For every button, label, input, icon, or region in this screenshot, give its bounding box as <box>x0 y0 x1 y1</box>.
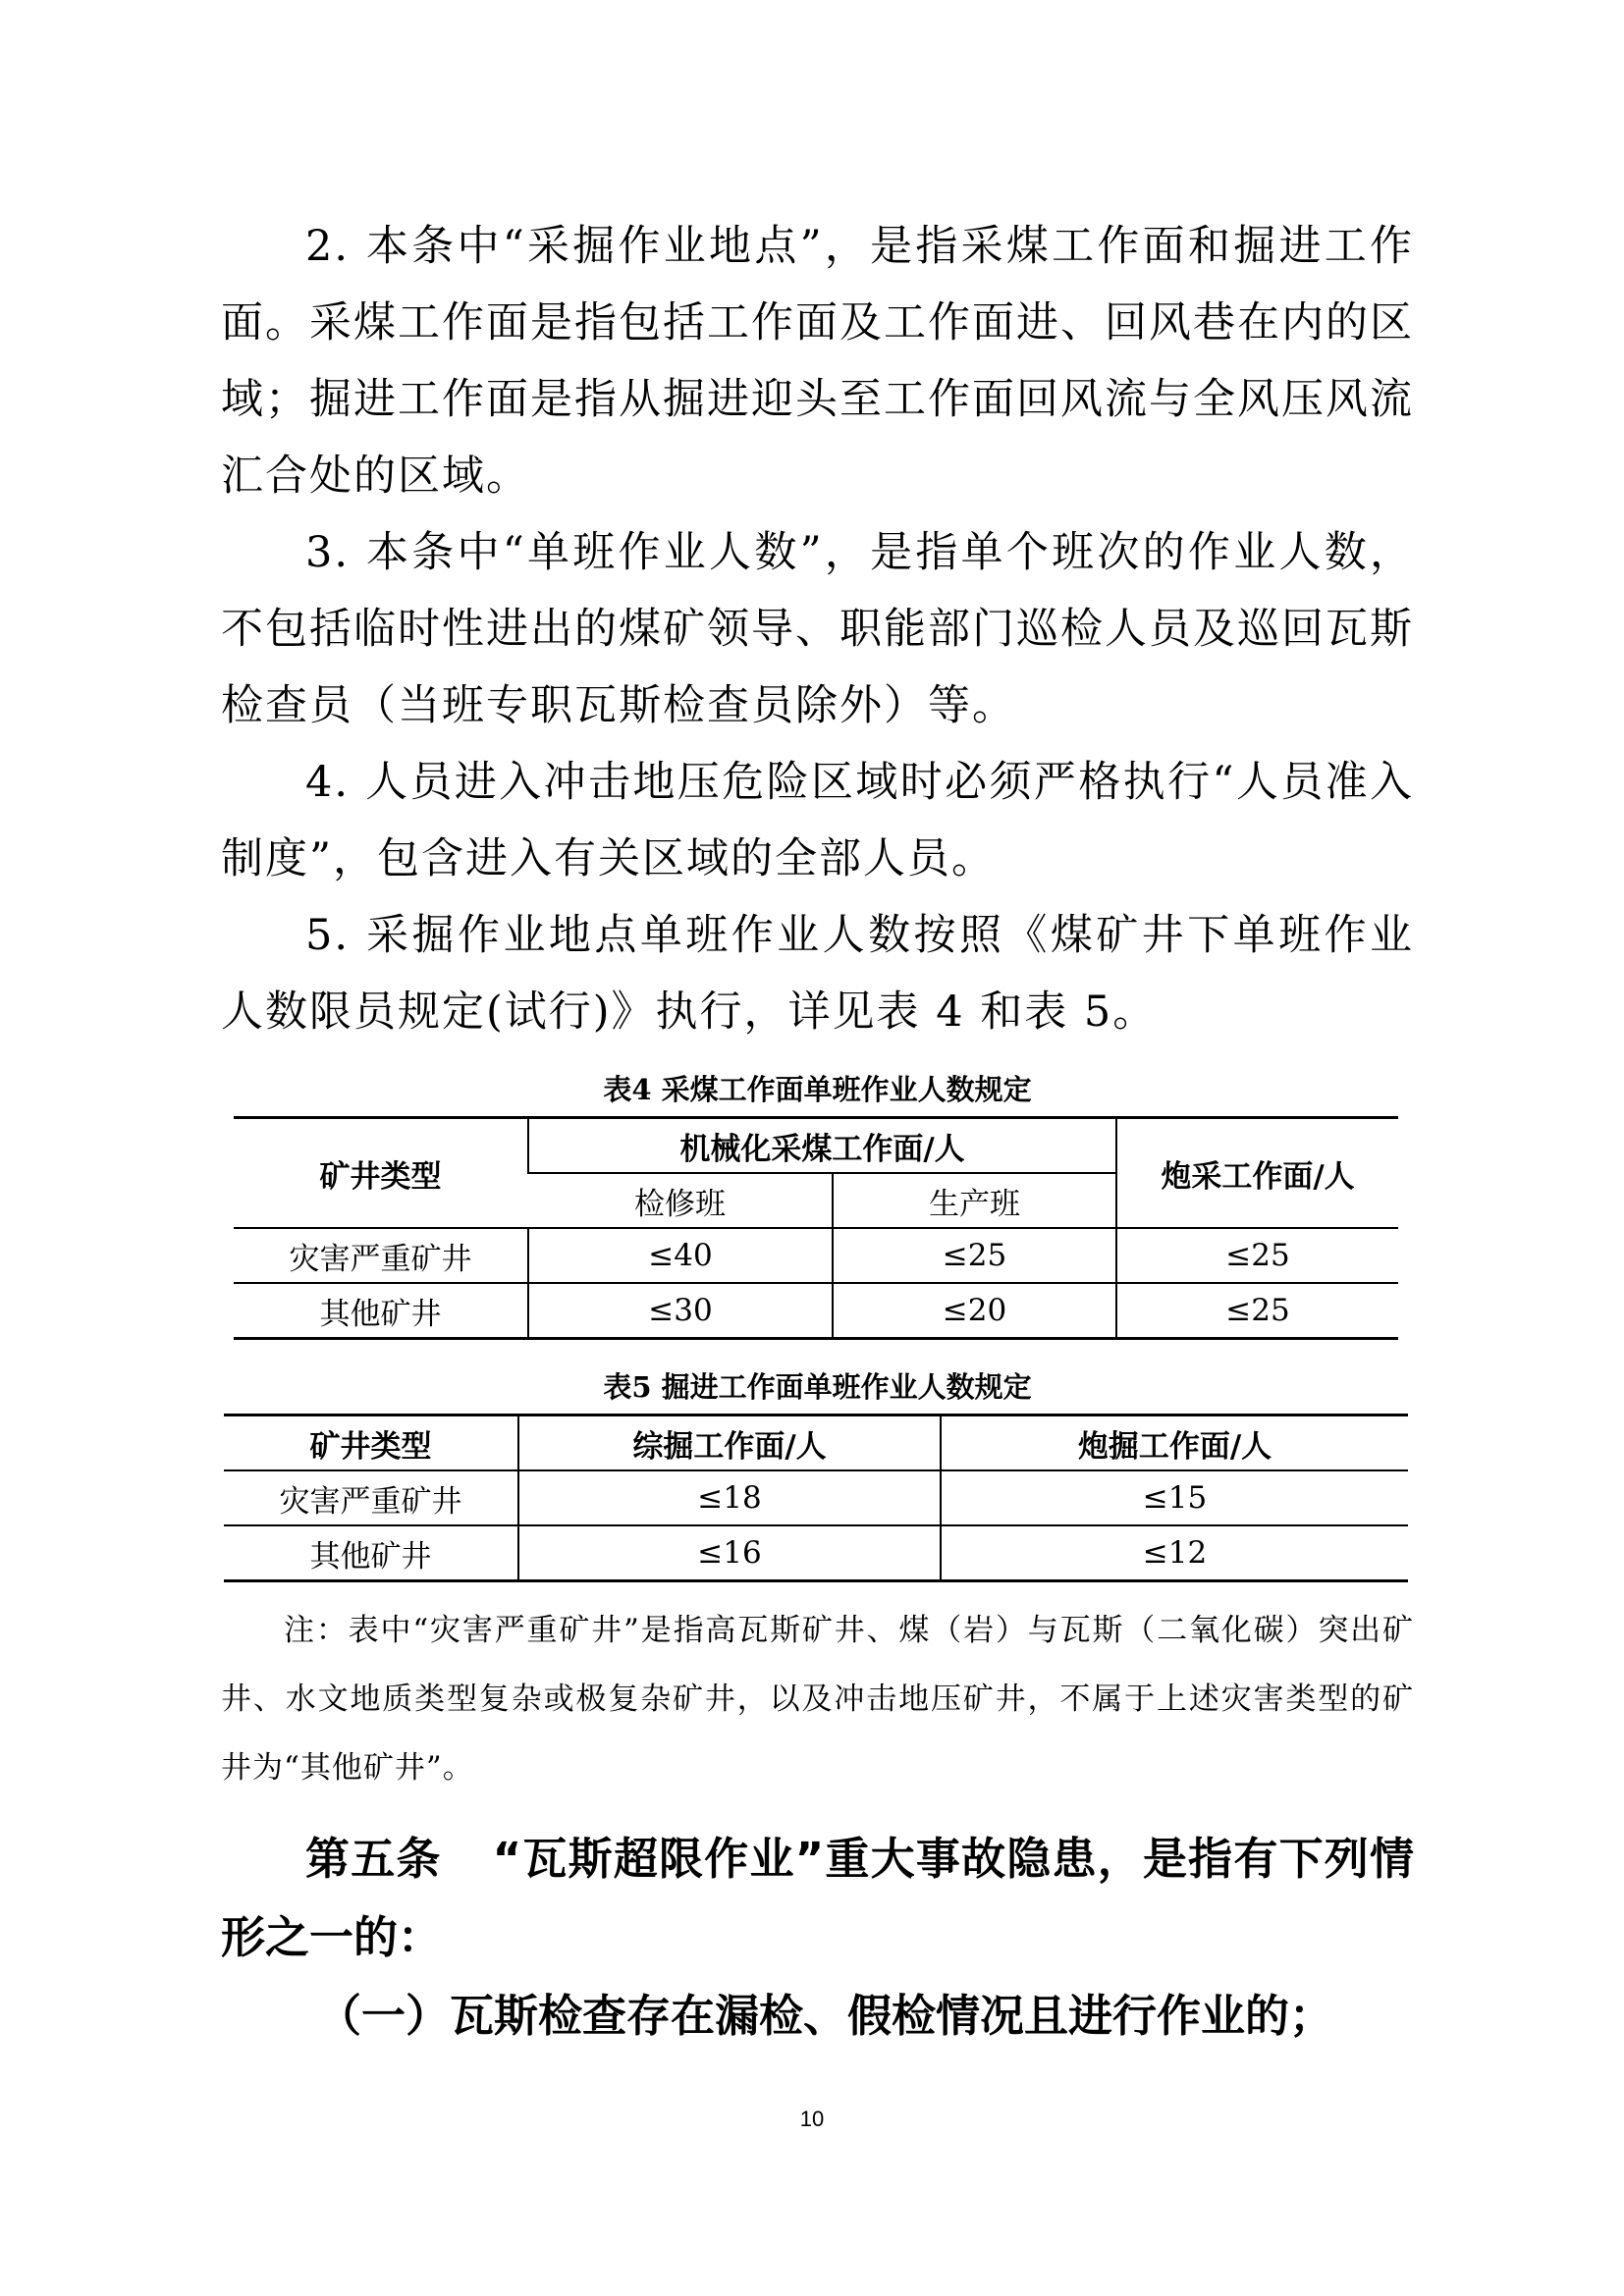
table5-caption: 表5 掘进工作面单班作业人数规定 <box>603 1370 1032 1404</box>
table5-cell-blasting: ≤12 <box>941 1525 1408 1581</box>
table-row <box>224 1470 1408 1525</box>
table4-cell-maintenance: ≤30 <box>528 1283 833 1339</box>
table-note: 注：表中“灾害严重矿井”是指高瓦斯矿井、煤（岩）与瓦斯（二氧化碳）突出矿井、水文地质类型复杂或极复杂矿井，以及冲击地压矿井，不属于上述灾害类型的矿井为“其他矿井”。 <box>221 1613 1414 1786</box>
table4-cell-type: 其他矿井 <box>234 1283 528 1339</box>
table4-header-maintenance: 检修班 <box>528 1173 833 1228</box>
table4-header-mechanized: 机械化采煤工作面/人 <box>528 1118 1116 1174</box>
page-number: 10 <box>799 2107 825 2131</box>
table4-cell-production: ≤25 <box>833 1228 1116 1283</box>
paragraph-5: 5. 采掘作业地点单班作业人数按照《煤矿井下单班作业人数限员规定(试行)》执行，详见表 4 和表 5。 <box>221 911 1414 1037</box>
article-item-1: （一）瓦斯检查存在漏检、假检情况且进行作业的； <box>317 1990 1334 2042</box>
table4-caption: 表4 采煤工作面单班作业人数规定 <box>603 1073 1032 1106</box>
table4-header-mine-type: 矿井类型 <box>234 1118 528 1229</box>
table-row <box>224 1525 1408 1581</box>
paragraph-2: 2. 本条中“采掘作业地点”，是指采煤工作面和掘进工作面。采煤工作面是指包括工作面及工作面进、回风巷在内的区域；掘进工作面是指从掘进迎头至工作面回风流与全风压风流汇合处的区域。 <box>221 222 1414 501</box>
table4-header-production: 生产班 <box>833 1173 1116 1228</box>
table4-cell-blasting: ≤25 <box>1116 1283 1398 1339</box>
paragraph-3: 3. 本条中“单班作业人数”，是指单个班次的作业人数，不包括临时性进出的煤矿领导、职能部门巡检人员及巡回瓦斯检查员（当班专职瓦斯检查员除外）等。 <box>221 528 1414 730</box>
table5-cell-blasting: ≤15 <box>941 1470 1408 1525</box>
table5-header-comprehensive: 综掘工作面/人 <box>518 1415 941 1471</box>
table5-cell-type: 其他矿井 <box>224 1525 518 1581</box>
table5-header-blasting: 炮掘工作面/人 <box>941 1415 1408 1471</box>
table5-cell-comprehensive: ≤18 <box>518 1470 941 1525</box>
table5 <box>224 1414 1408 1582</box>
table4-header-row <box>234 1118 1398 1174</box>
table-row <box>234 1283 1398 1339</box>
table-row <box>234 1228 1398 1283</box>
table4-cell-maintenance: ≤40 <box>528 1228 833 1283</box>
table4-cell-type: 灾害严重矿井 <box>234 1228 528 1283</box>
table4 <box>234 1116 1398 1340</box>
article-heading <box>221 1820 1414 1977</box>
article-text: “瓦斯超限作业”重大事故隐患，是指有下列情形之一的： <box>221 1833 1414 1963</box>
table5-cell-type: 灾害严重矿井 <box>224 1470 518 1525</box>
article-number: 第五条 <box>305 1833 442 1885</box>
paragraph-4: 4. 人员进入冲击地压危险区域时必须严格执行“人员准入制度”，包含进入有关区域的全部人员。 <box>221 758 1414 883</box>
table5-header-row <box>224 1415 1408 1471</box>
table4-header-blasting: 炮采工作面/人 <box>1116 1118 1398 1229</box>
table4-cell-production: ≤20 <box>833 1283 1116 1339</box>
page-content <box>221 208 1414 2056</box>
table5-header-mine-type: 矿井类型 <box>224 1415 518 1471</box>
table5-cell-comprehensive: ≤16 <box>518 1525 941 1581</box>
table4-cell-blasting: ≤25 <box>1116 1228 1398 1283</box>
